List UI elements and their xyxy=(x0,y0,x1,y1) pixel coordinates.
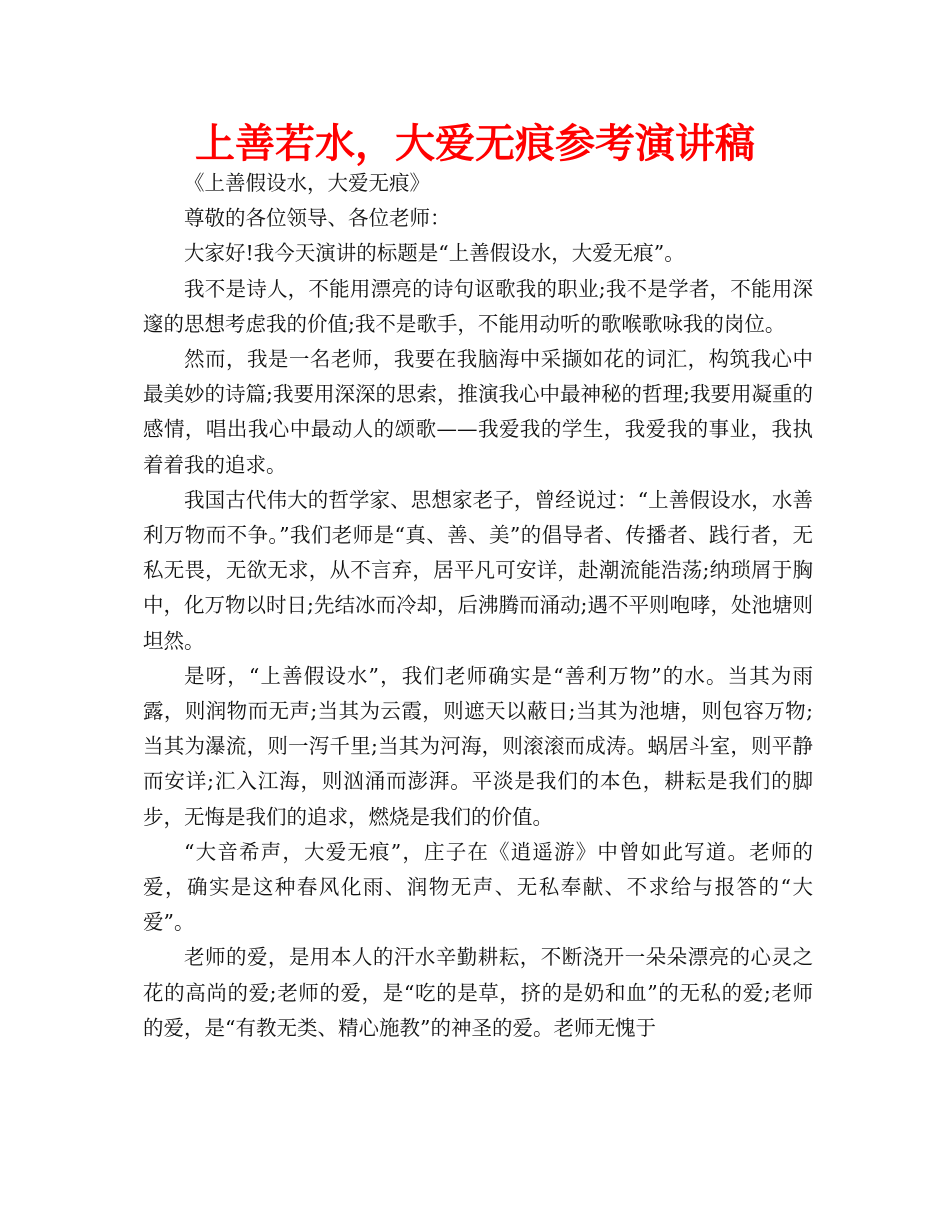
paragraph: 老师的爱，是用本人的汗水辛勤耕耘，不断浇开一朵朵漂亮的心灵之花的高尚的爱;老师的爱，是“吃的是草，挤的是奶和血”的无私的爱;老师的爱，是“有教无类、精心施教”的神圣的爱。老师无愧于 xyxy=(143,945,813,1040)
paragraph: 是呀，“上善假设水”，我们老师确实是“善利万物”的水。当其为雨露，则润物而无声;当其为云霞，则遮天以蔽日;当其为池塘，则包容万物;当其为瀑流，则一泻千里;当其为河海，则滚滚而成涛。蜗居斗室，则平静而安详;汇入江海，则汹涌而澎湃。平淡是我们的本色，耕耘是我们的脚步，无悔是我们的追求，燃烧是我们的价值。 xyxy=(143,663,813,829)
paragraph: 我国古代伟大的哲学家、思想家老子，曾经说过：“上善假设水，水善利万物而不争。”我们老师是“真、善、美”的倡导者、传播者、践行者，无私无畏，无欲无求，从不言弃，居平凡可安详，赴潮流能浩荡;纳琐屑于胸中，化万物以时日;先结冰而冷却，后沸腾而涌动;遇不平则咆哮，处池塘则坦然。 xyxy=(143,487,813,653)
paragraph-speech-title: 《上善假设水，大爱无痕》 xyxy=(184,171,430,195)
document-title: 上善若水，大爱无痕参考演讲稿 xyxy=(195,121,755,167)
paragraph: “大音希声，大爱无痕”，庄子在《逍遥游》中曾如此写道。老师的爱，确实是这种春风化雨、润物无声、无私奉献、不求给与报答的“大爱”。 xyxy=(143,839,813,935)
paragraph-greeting: 大家好!我今天演讲的标题是“上善假设水，大爱无痕”。 xyxy=(184,241,685,266)
paragraph-salutation: 尊敬的各位领导、各位老师： xyxy=(184,206,451,231)
paragraph: 然而，我是一名老师，我要在我脑海中采撷如花的词汇，构筑我心中最美妙的诗篇;我要用深深的思索，推演我心中最神秘的哲理;我要用凝重的感情，唱出我心中最动人的颂歌——我爱我的学生，我爱我的事业，我执着着我的追求。 xyxy=(143,347,813,477)
document-body xyxy=(143,166,813,1046)
paragraph: 我不是诗人，不能用漂亮的诗句讴歌我的职业;我不是学者，不能用深邃的思想考虑我的价值;我不是歌手，不能用动听的歌喉歌咏我的岗位。 xyxy=(143,276,813,336)
